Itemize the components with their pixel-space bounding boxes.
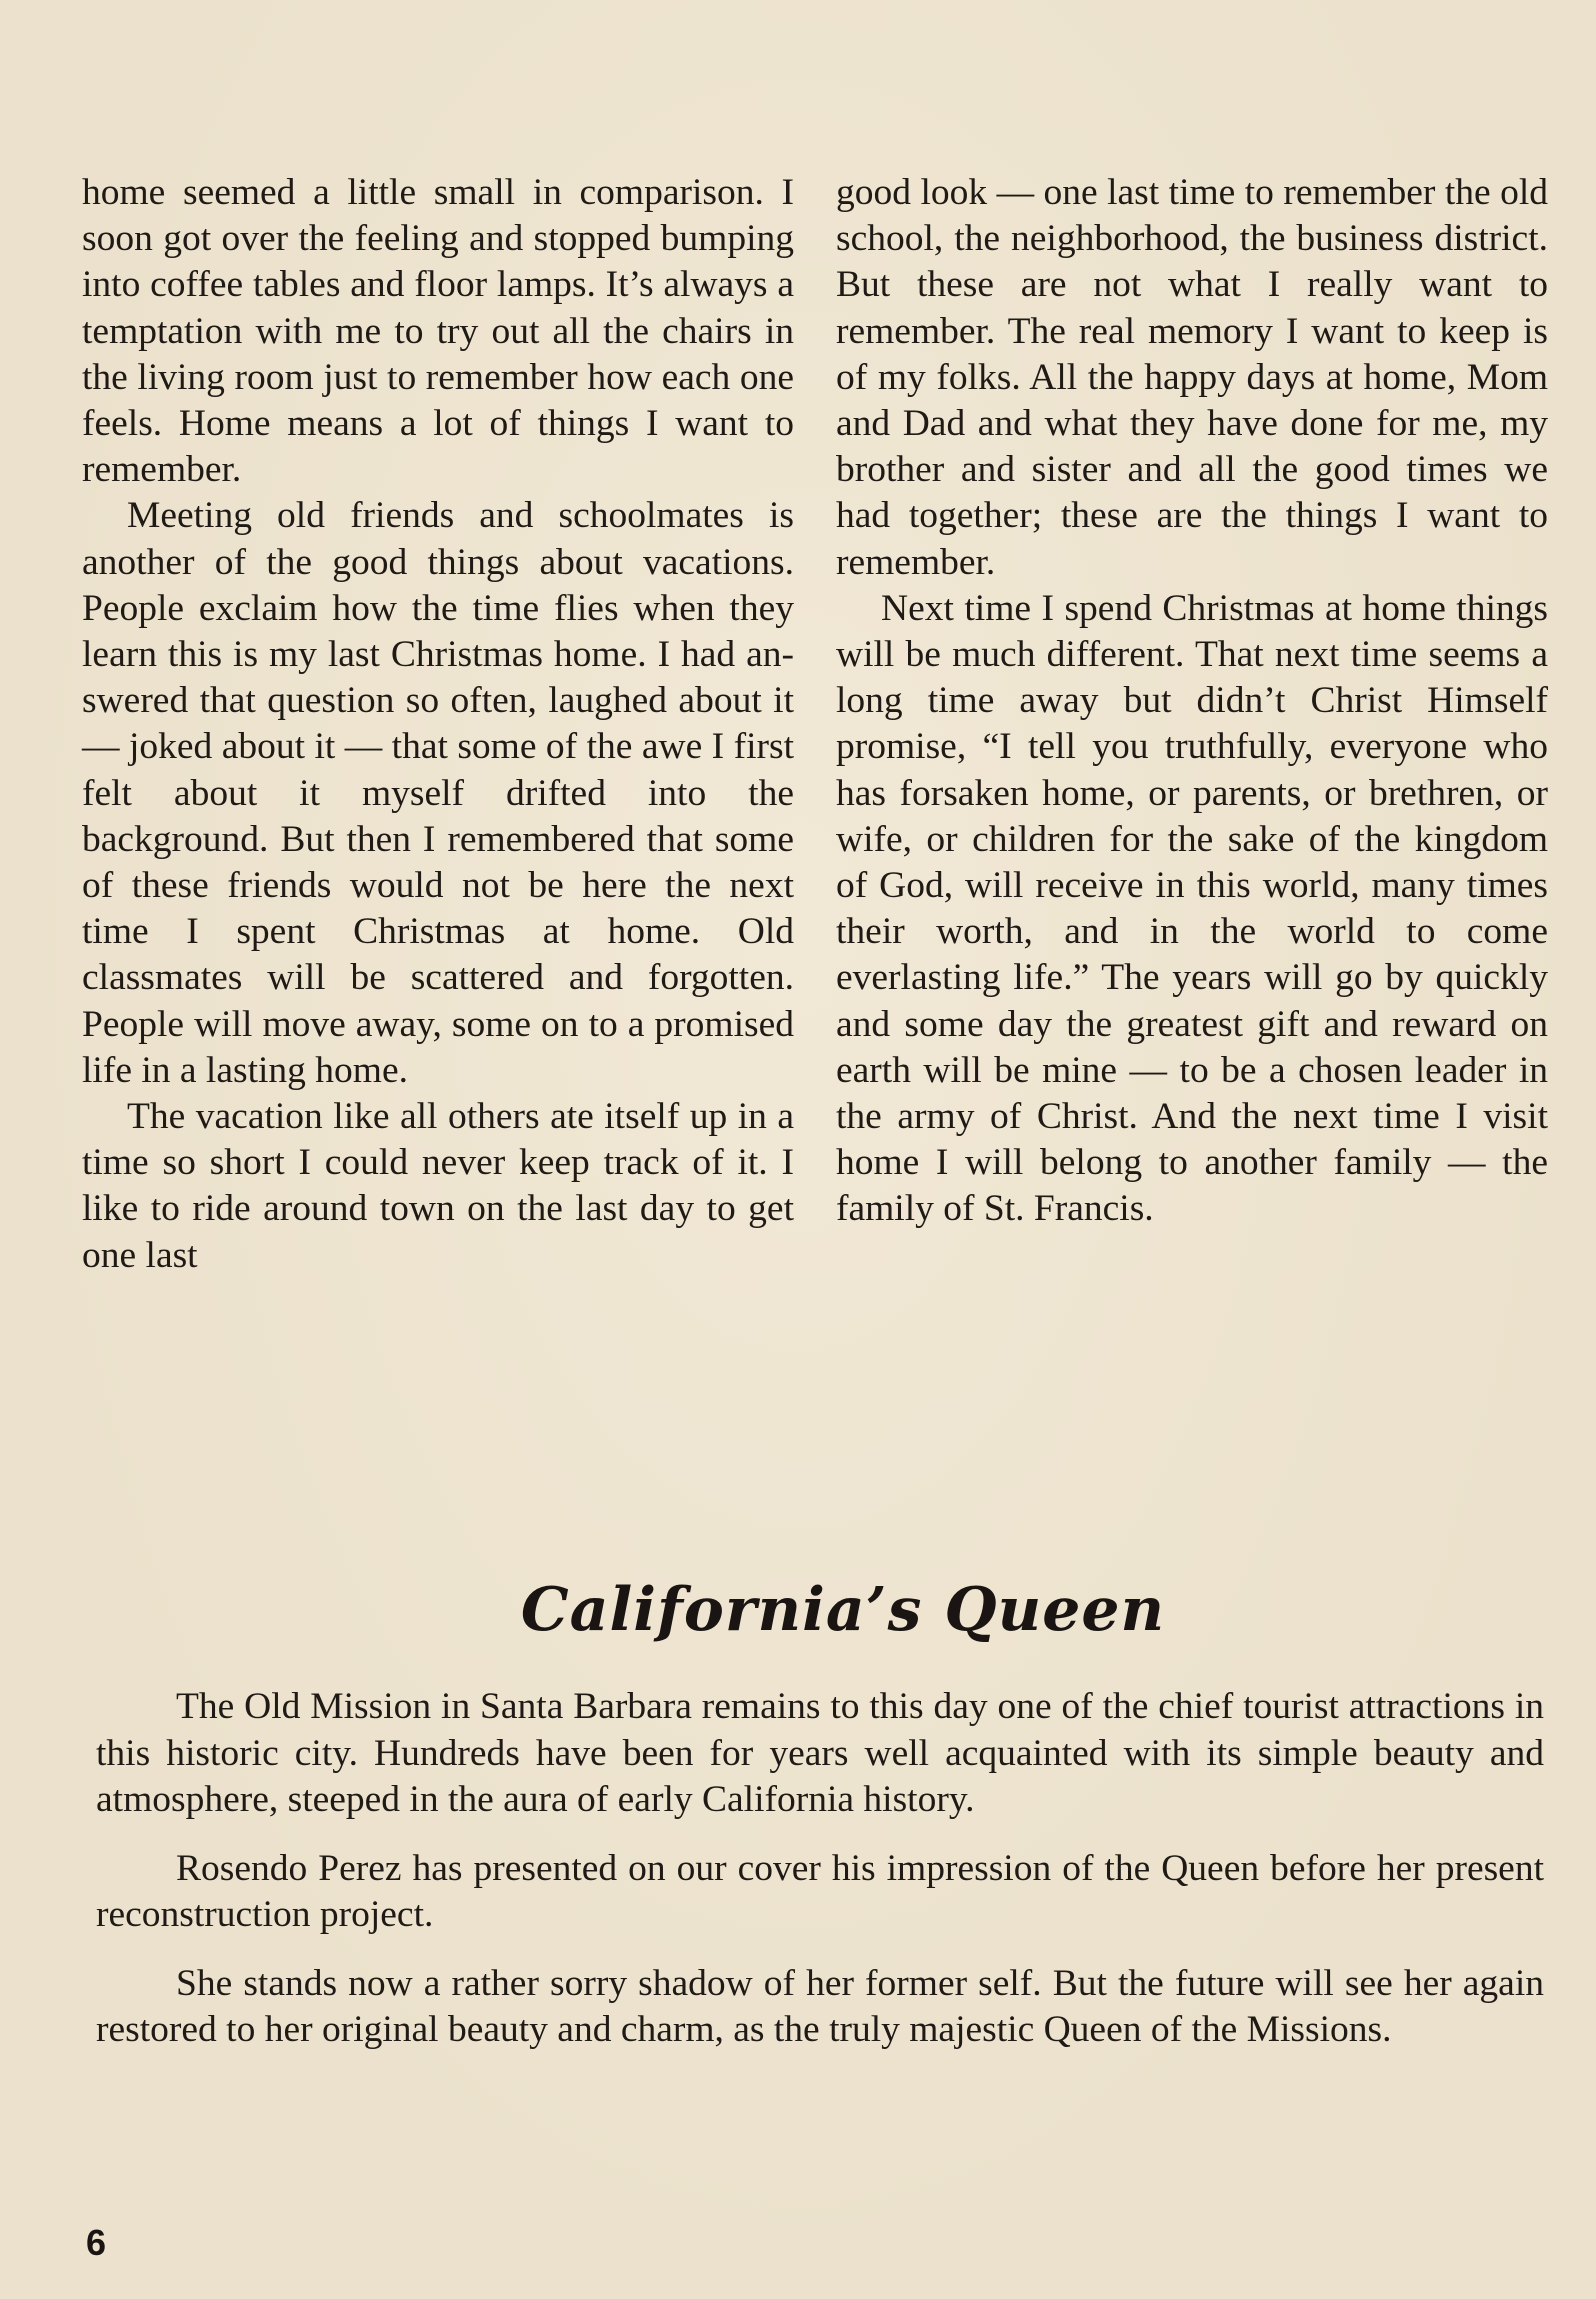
section-body <box>96 1684 1544 2076</box>
section-paragraph-2: Rosendo Perez has presented on our cover his impression of the Queen before her present reconstruction project. <box>96 1847 1544 1935</box>
page-number: 6 <box>86 2222 107 2263</box>
left-column <box>82 170 794 1279</box>
left-paragraph-1: home seemed a little small in comparison. I soon got over the feeling and stopped bumping into coffee tables and floor lamps. It’s always a temptation with me to try out all the chairs in the living room just to remember how each one feels. Home means a lot of things I want to remember. <box>82 172 794 491</box>
left-paragraph-3: The vacation like all others ate itself up in a time so short I could never keep track of it. I like to ride around town on the last day to get one last <box>82 1096 794 1276</box>
right-paragraph-2: Next time I spend Christmas at home things will be much different. That next time seems a long time away but didn’t Christ Himself promise, “I tell you truthfully, everyone who has forsaken home, or parents, or brethren, or wife, or children for the sake of the kingdom of God, will receive in this world, many times their worth, and in the world to come everlasting life.” The years will go by quickly and some day the greatest gift and reward on earth will be mine — to be a chosen leader in the army of Christ. And the next time I visit home I will belong to another family — the family of St. Francis. <box>836 587 1548 1230</box>
left-paragraph-2: Meeting old friends and schoolmates is another of the good things about vacations. People exclaim how the time flies when they learn this is my last Christmas home. I had answered that question so often, laughed about it — joked about it — that some of the awe I first felt about it myself drifted into the background. But then I remembered that some of these friends would not be here the next time I spent Christmas at home. Old classmates will be scattered and forgotten. People will move away, some on to a promised life in a lasting home. <box>82 495 794 1091</box>
right-column <box>836 170 1548 1233</box>
section-paragraph-3: She stands now a rather sorry shadow of her former self. But the future will see her again restored to her original beauty and charm, as the truly majestic Queen of the Missions. <box>96 1962 1544 2050</box>
two-column-article <box>82 170 1548 1500</box>
section-paragraph-1: The Old Mission in Santa Barbara remains to this day one of the chief tourist attractions in this historic city. Hundreds have been for years well acquainted with its simple beauty and atmosphere, steeped in the aura of early California history. <box>96 1686 1544 1820</box>
section-heading: California’s Queen <box>520 1575 1166 1645</box>
right-paragraph-1: good look — one last time to remember the old school, the neighborhood, the business district. But these are not what I really want to remember. The real memory I want to keep is of my folks. All the happy days at home, Mom and Dad and what they have done for me, my brother and sister and all the good times we had together; these are the things I want to remember. <box>836 172 1548 583</box>
section-heading-wrap <box>0 1565 1596 1655</box>
